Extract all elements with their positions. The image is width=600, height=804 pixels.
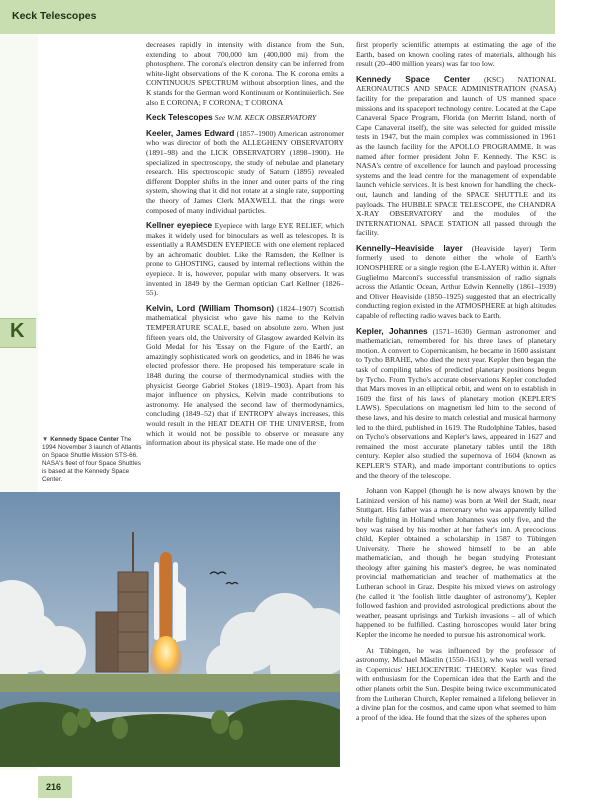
entry-heading: Keeler, James Edward <box>146 127 235 138</box>
entry-kennelly-heaviside <box>356 244 556 321</box>
photo-caption <box>42 436 142 484</box>
middle-column <box>146 40 344 485</box>
entry-heading: Kellner eyepiece <box>146 220 213 231</box>
entry-kellner-eyepiece <box>146 221 344 298</box>
caption-title: Kennedy Space Center <box>50 436 119 443</box>
ground <box>0 674 340 694</box>
entry-text: (1571–1630) German astronomer and mathematician, remembered for his three laws of planetary motion. A convert to Copernicanism, he became in 1600 assistant to Tycho BRAHE, who died the next year. Kepler then began the task of compiling tables of predicted planetary positions begun by Tycho. From Tycho's accurate observations Kepler concluded that Mars moves in an elliptical orbit, and went on to establish in 1609 the first of his laws of planetary motion (KEPLER'S LAWS). Speculations on magnetism led him to the second of these laws, and his desire to match celestial and musical harmony led to the third, published in 1619. The Rudolphine Tables, based on Tycho's observations and Kepler's laws, appeared in 1627 and remained the most accurate planetary tables until the 18th century. Kepler also studied the supernova of 1604 (known as KEPLER'S STAR), and made important contributions to optics and the theory of the telescope. <box>356 326 556 480</box>
entry-heading: Kennelly–Heaviside layer <box>356 242 463 253</box>
page-number: 216 <box>46 782 62 792</box>
entry-kennedy-space-center <box>356 75 556 238</box>
shuttle-launch-photo <box>0 492 340 767</box>
kelvin-continuation: first properly scientific attempts at estimating the age of the Earth, based on known cooling rates of materials, although his result (20–400 million years) was far too low. <box>356 40 556 69</box>
entry-text: (1824–1907) Scottish mathematical physicist who gave his name to the Kelvin TEMPERATURE SCALE, based on absolute zero. When just fifteen years old, the University of Glasgow awarded Kelvin its Gold Medal for his 'Essay on the Figure of the Earth', an amazingly sophisticated work on geodetics, and in 1846 he was elected professor there. He proposed his temperature scale in 1848 during the course of thermodynamical studies with the physicist George Gabriel Stokes (1819–1903). Apart from his major influence on physics, Kelvin made contributions to astronomy. He analysed the second law of thermodynamics, concluding (1849–52) that if ENTROPY always increases, this would result in the HEAT DEATH OF THE UNIVERSE, from which it would not be possible to observe or measure any information about its physical state. He made one of the <box>146 303 344 448</box>
entry-heading: Kennedy Space Center <box>356 73 471 84</box>
entry-heading: Keck Telescopes <box>146 112 213 123</box>
entry-heading: Kepler, Johannes <box>356 325 428 336</box>
entry-keeler <box>146 129 344 215</box>
caption-text: The 1994 November 3 launch of Atlantis on Space Shuttle Mission STS-66. NASA's fleet of four Space Shuttles is based at the Kennedy Space Center. <box>42 436 142 483</box>
running-header-title: Keck Telescopes <box>12 10 97 22</box>
kepler-biography-paragraph: Johann von Kappel (though he is now always known by the Latinized version of his name) was born at Weil der Stadt, near Stuttgart. His father was a mercenary who was apparently killed while fighting in Holland when Johannes was only five, and the boy was raised by his mother at her father's inn. A precocious child, Kepler obtained a scholarship in 1587 to Tübingen University. There he showed himself to be an able mathematician, and though he began studying Protestant theology after gaining his master's degree, he was nominated provincial mathematician and teacher of mathematics at the Lutheran school in Graz. Despite his mixed views on astrology (he called it 'the foolish little daughter of astronomy'), Kepler followed fashion and provided astrological predictions about the weather, peasant uprisings and Turkish invasions – all of which happened to be fulfilled. Casting horoscopes would later bring Kepler the income he needed to pursue his astronomical work. <box>356 486 556 640</box>
corona-continuation: decreases rapidly in intensity with distance from the Sun, extending to about 700,000 km (400,000 mi) from the photosphere. The corona's electron density can be inferred from white-light observations of the K corona. The K corona emits a CONTINUOUS SPECTRUM without absorption lines, and the K stands for the German word Kontinuum or Kontinuierlich. See also E CORONA; F CORONA; T CORONA <box>146 40 344 107</box>
letter-tab-label: K <box>10 320 25 342</box>
entry-text: Eyepiece with large EYE RELIEF, which makes it widely used for binoculars as well as telescopes. It is essentially a RAMSDEN EYEPIECE with one element replaced by an achromatic doublet. Like the Ramsden, the Kellner is prone to GHOSTING, caused by internal reflections within the eyepiece. It is, however, popular with many observers. It was invented in 1849 by the German optician Carl Kellner (1826–55). <box>146 221 344 298</box>
entry-text: See W.M. KECK OBSERVATORY <box>214 113 317 123</box>
caption-marker-icon: ▼ <box>42 436 49 443</box>
footer <box>0 780 600 804</box>
entry-text: (Heaviside layer) Term formerly used to denote either the whole of Earth's IONOSPHERE or a single region (the E-LAYER) within it. After Guglielmo Marconi's successful transmission of radio signals across the Atlantic Ocean, Arthur Edwin Kennelly (1861–1939) and Oliver Heaviside (1850–1925) suggested that an electrically conducting region existed in the ATMOSPHERE at high altitudes capable of reflecting radio waves back to Earth. <box>356 243 556 321</box>
header-accent <box>555 0 600 34</box>
entry-text: (1857–1900) American astronomer who was director of both the ALLEGHENY OBSERVATORY (1891–98) and the LICK OBSERVATORY (1898–1900). He specialized in spectroscopy, the study of nebulae and planetary research. His spectroscopic study of Saturn (1895) revealed different Doppler shifts in the inner and outer parts of the ring system, showing that it did not rotate at a single rate, supporting the theory of James Clerk MAXWELL that the rings were composed of many individual particles. <box>146 128 344 215</box>
entry-keck-telescopes <box>146 113 344 123</box>
entry-kelvin <box>146 304 344 448</box>
entry-heading: Kelvin, Lord (William Thomson) <box>146 302 275 313</box>
right-column <box>356 40 556 785</box>
entry-kepler <box>356 327 556 481</box>
kepler-tubingen-paragraph: At Tübingen, he was influenced by the professor of astronomy, Michael Mästlin (1550–1631), who was well versed in Copernicus' HELIOCENTRIC THEORY. Kepler was fired with enthusiasm for the Copernican idea that the Earth and the other planets orbit the Sun. Despite being twice excommunicated from the Lutheran Church, Kepler remained a lifelong believer in a divine plan for the cosmos, and came upon what seemed to him a proof of the idea. He found that the sizes of the spheres upon <box>356 645 556 722</box>
entry-text: (KSC) NATIONAL AERONAUTICS AND SPACE ADMINISTRATION (NASA) facility for the preparation and launch of US manned space missions and its spaceport technology centre. Located at the Cape Canaveral Space Program, Florida (on Merritt Island, north of Cape Canaveral itself), the site was selected for guided missile tests in 1947, but the main complex was commissioned in 1961 as the launch facility for the APOLLO PROGRAMME. It was named after former president John F. Kennedy. The KSC is NASA's centre of excellence for launch and payload processing systems and the lead centre for the management of expendable launch vehicle services. It is best known for handling the check-out, launch and landing of the SPACE SHUTTLE and its payloads. The HUBBLE SPACE TELESCOPE, the CHANDRA X-RAY OBSERVATORY and the modules of the INTERNATIONAL SPACE STATION all passed through the facility. <box>356 74 556 238</box>
shuttle-launch-illustration <box>0 492 340 767</box>
